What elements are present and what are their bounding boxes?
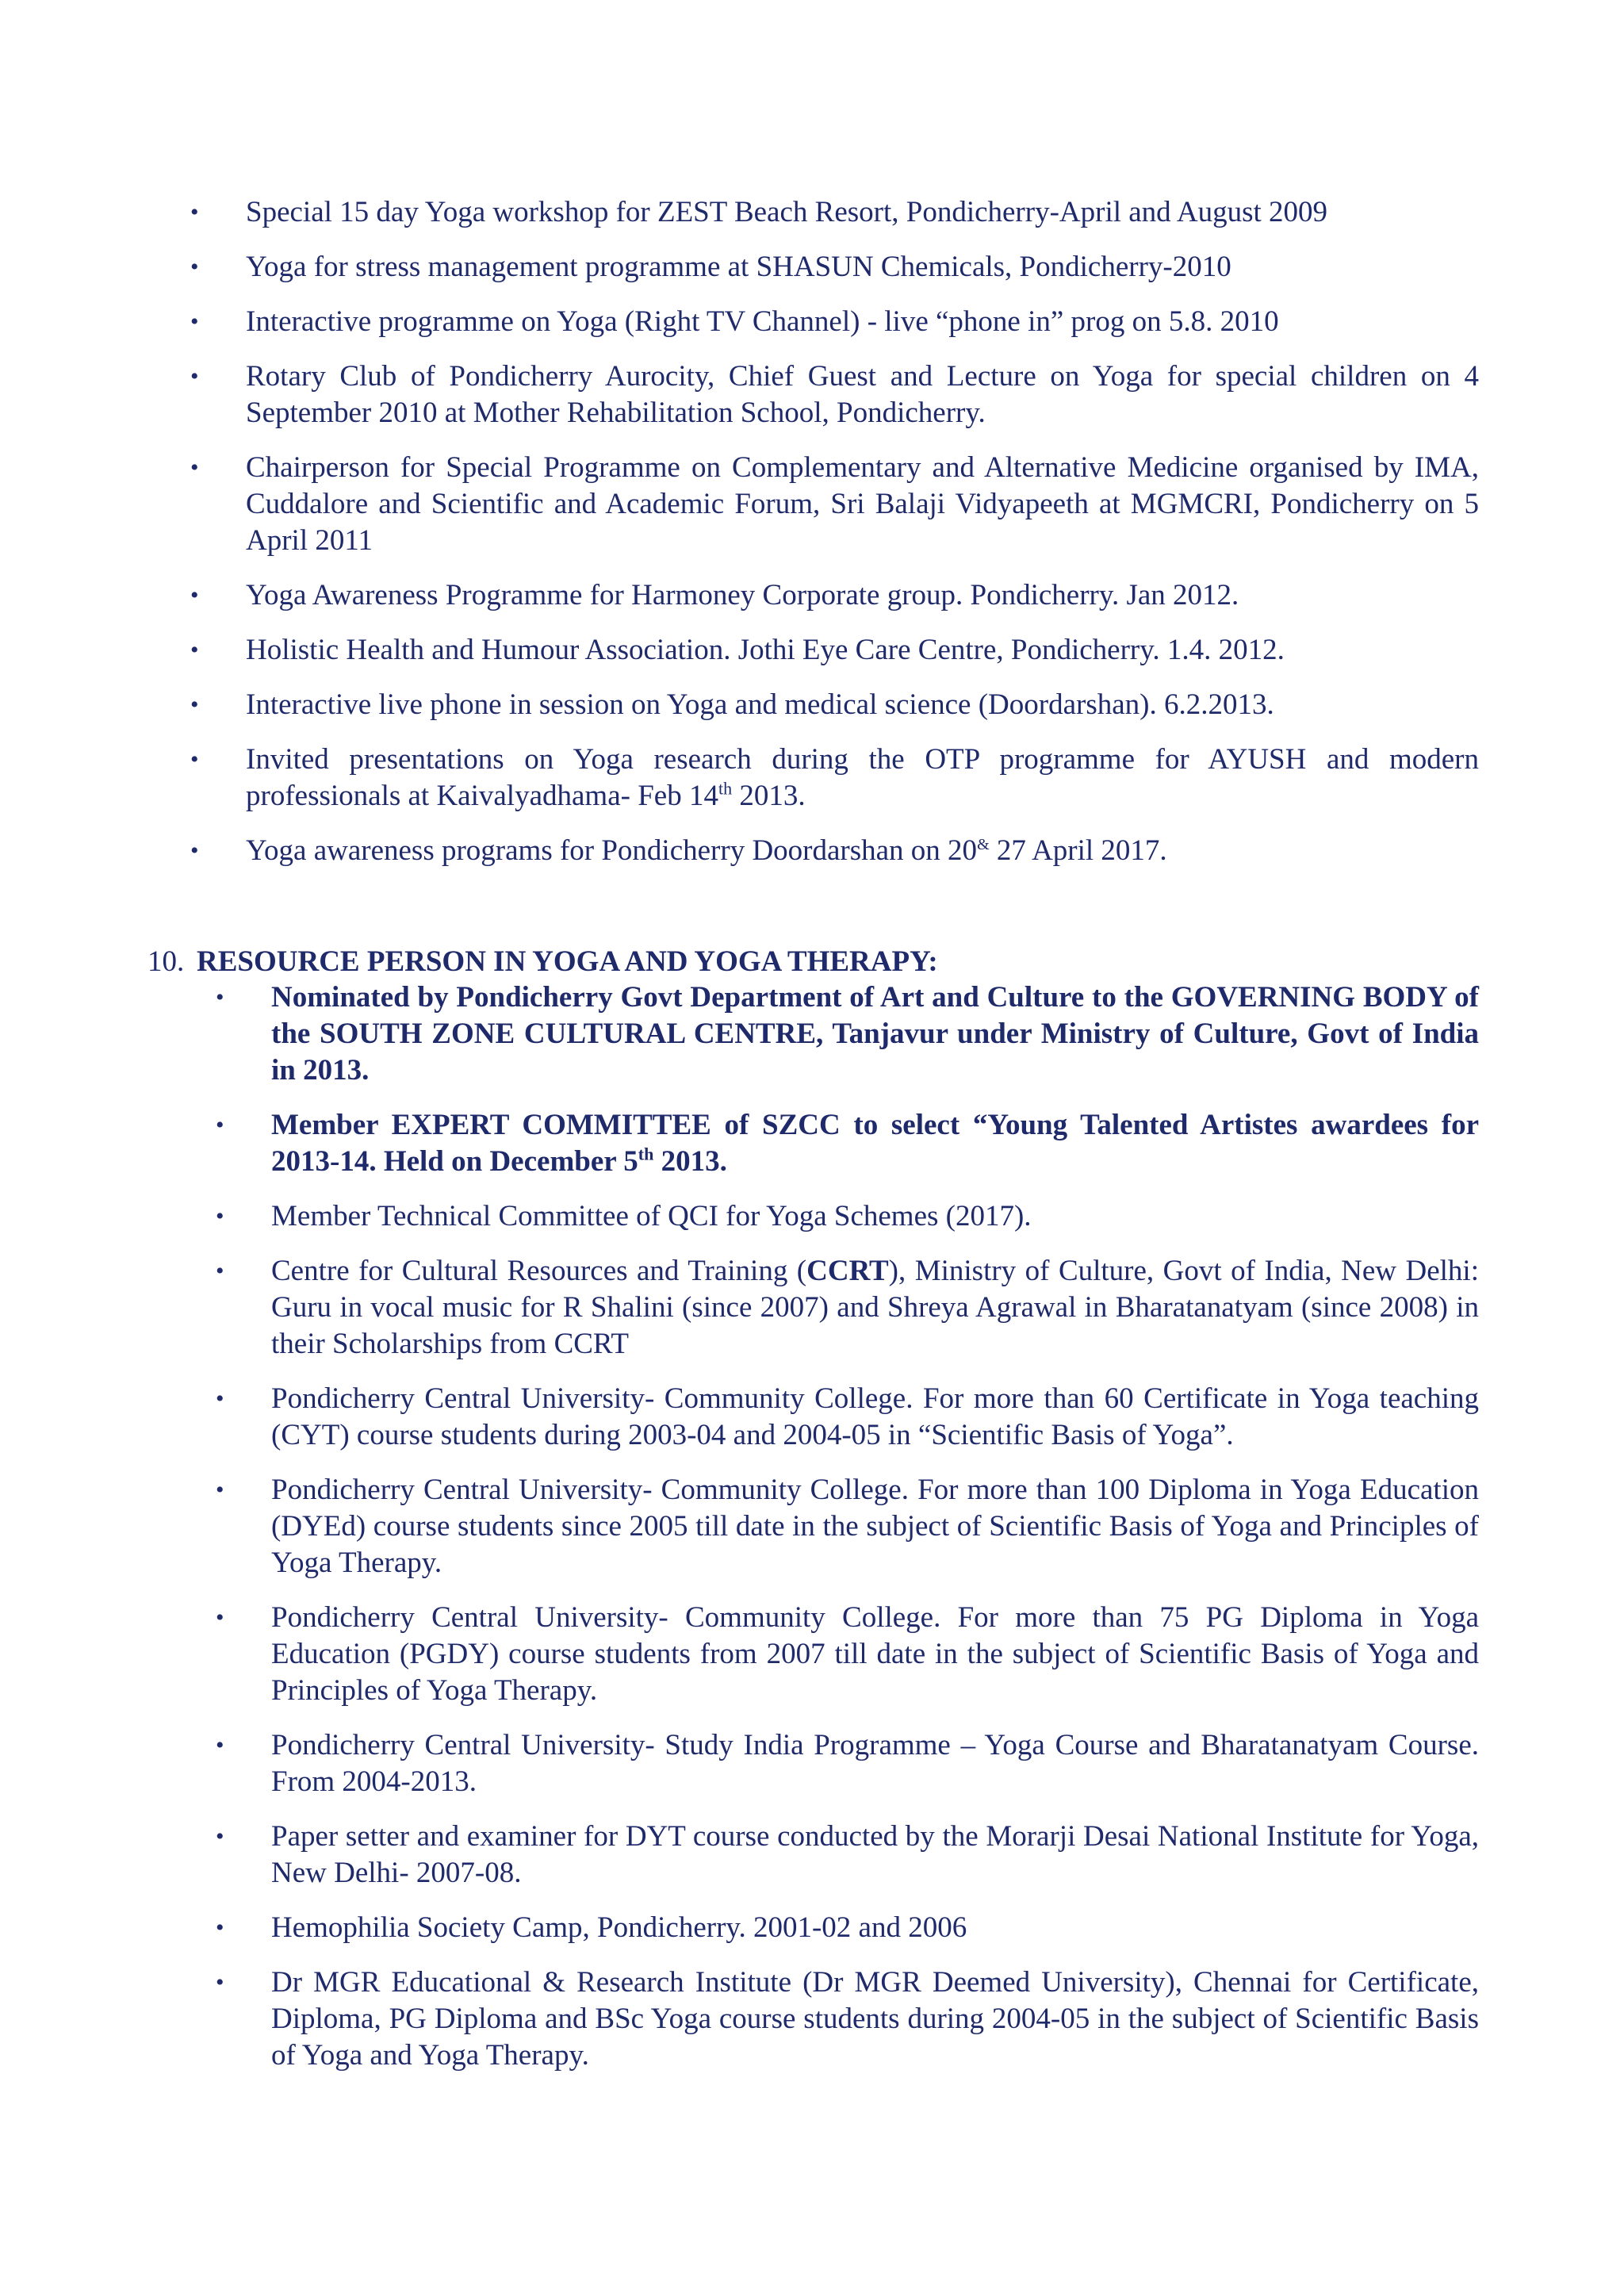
list-item bbox=[216, 1600, 1479, 1709]
list-item-text bbox=[246, 833, 1479, 869]
list-item bbox=[216, 1198, 1479, 1235]
list-item-text: Rotary Club of Pondicherry Aurocity, Chief Guest and Lecture on Yoga for special children on 4 September 2010 at Mother Rehabilitation School, Pondicherry. bbox=[246, 360, 1479, 429]
list-item bbox=[190, 304, 1479, 340]
list-item bbox=[190, 577, 1479, 614]
activities-list bbox=[190, 194, 1479, 887]
list-item-text: Pondicherry Central University- Community College. For more than 60 Certificate in Yoga teaching (CYT) course students during 2003-04 and 2004-05 in “Scientific Basis of Yoga”. bbox=[271, 1382, 1479, 1451]
text-part: Yoga awareness programs for Pondicherry Doordarshan on 20 bbox=[246, 834, 978, 867]
list-item bbox=[216, 1253, 1479, 1363]
bullet: • bbox=[216, 1915, 224, 1941]
bullet: • bbox=[216, 1969, 224, 1995]
list-item bbox=[190, 632, 1479, 669]
list-item-text: Pondicherry Central University- Community College. For more than 100 Diploma in Yoga Education (DYEd) course students since 2005 till date in the subject of Scientific Basis of Yoga and Principles of Yoga Therapy. bbox=[271, 1474, 1479, 1579]
list-item-text: Yoga for stress management programme at SHASUN Chemicals, Pondicherry-2010 bbox=[246, 251, 1231, 283]
list-item-text: Holistic Health and Humour Association. Jothi Eye Care Centre, Pondicherry. 1.4. 2012. bbox=[246, 634, 1285, 666]
list-item-text: Member Technical Committee of QCI for Yoga Schemes (2017). bbox=[271, 1200, 1032, 1232]
list-item bbox=[190, 833, 1479, 869]
bullet: • bbox=[190, 637, 199, 663]
section-title: RESOURCE PERSON IN YOGA AND YOGA THERAPY: bbox=[197, 945, 938, 978]
list-item-text: Nominated by Pondicherry Govt Department of Art and Culture to the GOVERNING BODY of the SOUTH ZONE CULTURAL CENTRE, Tanjavur under Ministry of Culture, Govt of India in 2013. bbox=[271, 981, 1479, 1087]
bullet: • bbox=[216, 1258, 224, 1284]
bullet: • bbox=[190, 692, 199, 718]
list-item bbox=[216, 979, 1479, 1089]
section-heading bbox=[147, 944, 938, 980]
text-part: 2013. bbox=[653, 1145, 727, 1178]
section-number: 10. bbox=[147, 945, 185, 978]
list-item-text bbox=[246, 742, 1479, 815]
bullet: • bbox=[216, 1203, 224, 1229]
list-item-text: Special 15 day Yoga workshop for ZEST Beach Resort, Pondicherry-April and August 2009 bbox=[246, 196, 1328, 228]
bullet: • bbox=[190, 199, 199, 225]
bullet: • bbox=[190, 363, 199, 389]
list-item bbox=[216, 1910, 1479, 1946]
list-item bbox=[216, 1381, 1479, 1454]
list-item bbox=[190, 358, 1479, 431]
list-item-text: Interactive live phone in session on Yoga and medical science (Doordarshan). 6.2.2013. bbox=[246, 688, 1274, 721]
list-item-text: Pondicherry Central University- Study India Programme – Yoga Course and Bharatanatyam Course. From 2004-2013. bbox=[271, 1729, 1479, 1798]
bullet: • bbox=[216, 1112, 224, 1138]
ccrt-abbreviation: CCRT bbox=[806, 1255, 889, 1287]
text-part: 27 April 2017. bbox=[989, 834, 1167, 867]
bullet: • bbox=[216, 1732, 224, 1758]
text-part: Centre for Cultural Resources and Training ( bbox=[271, 1255, 807, 1287]
bullet: • bbox=[190, 254, 199, 280]
list-item bbox=[190, 450, 1479, 559]
list-item-text: Dr MGR Educational & Research Institute (Dr MGR Deemed University), Chennai for Certificate, Diploma, PG Diploma and BSc Yoga course students during 2004-05 in the subject of Scientific Basis of Yoga and Yoga Therapy. bbox=[271, 1966, 1479, 2072]
list-item-text: Interactive programme on Yoga (Right TV Channel) - live “phone in” prog on 5.8. 2010 bbox=[246, 305, 1279, 338]
bullet: • bbox=[216, 984, 224, 1010]
list-item-text: Hemophilia Society Camp, Pondicherry. 2001-02 and 2006 bbox=[271, 1911, 967, 1944]
bullet: • bbox=[216, 1823, 224, 1849]
list-item bbox=[216, 1819, 1479, 1892]
bullet: • bbox=[190, 309, 199, 335]
bullet: • bbox=[216, 1386, 224, 1412]
list-item-text: Pondicherry Central University- Community College. For more than 75 PG Diploma in Yoga Education (PGDY) course students from 2007 till date in the subject of Scientific Basis of Yoga and Principles of Yoga Therapy. bbox=[271, 1601, 1479, 1707]
bullet: • bbox=[190, 838, 199, 864]
resource-person-list bbox=[216, 979, 1479, 2092]
list-item bbox=[190, 194, 1479, 231]
list-item bbox=[216, 1472, 1479, 1581]
ampersand: & bbox=[977, 836, 990, 853]
bullet: • bbox=[190, 746, 199, 772]
list-item bbox=[216, 1107, 1479, 1180]
bullet: • bbox=[190, 582, 199, 608]
list-item bbox=[216, 1727, 1479, 1800]
bullet: • bbox=[190, 454, 199, 481]
list-item bbox=[190, 687, 1479, 723]
list-item-text bbox=[271, 1107, 1479, 1180]
text-part: Member EXPERT COMMITTEE of SZCC to select “Young Talented Artistes awardees for 2013-14. Held on December 5 bbox=[271, 1109, 1479, 1178]
list-item bbox=[190, 742, 1479, 815]
list-item-text: Yoga Awareness Programme for Harmoney Corporate group. Pondicherry. Jan 2012. bbox=[246, 579, 1239, 611]
text-part: Invited presentations on Yoga research during the OTP programme for AYUSH and modern professionals at Kaivalyadhama- Feb 14 bbox=[246, 743, 1479, 812]
list-item bbox=[216, 1964, 1479, 2074]
list-item-text: Chairperson for Special Programme on Complementary and Alternative Medicine organised by IMA, Cuddalore and Scientific and Academic Forum, Sri Balaji Vidyapeeth at MGMCRI, Pondicherry on 5 April 2011 bbox=[246, 451, 1479, 557]
superscript: th bbox=[718, 778, 733, 799]
list-item-text bbox=[271, 1253, 1479, 1363]
list-item bbox=[190, 249, 1479, 286]
bullet: • bbox=[216, 1604, 224, 1631]
text-part: 2013. bbox=[732, 780, 806, 812]
list-item-text: Paper setter and examiner for DYT course conducted by the Morarji Desai National Institute for Yoga, New Delhi- 2007-08. bbox=[271, 1820, 1479, 1889]
bullet: • bbox=[216, 1477, 224, 1503]
text-part: ), Ministry of Culture, Govt of India, New Delhi: Guru in vocal music for R Shalini (since 2007) and Shreya Agrawal in Bharatanatyam (since 2008) in their Scholarships from CCRT bbox=[271, 1255, 1479, 1360]
superscript: th bbox=[638, 1144, 654, 1164]
